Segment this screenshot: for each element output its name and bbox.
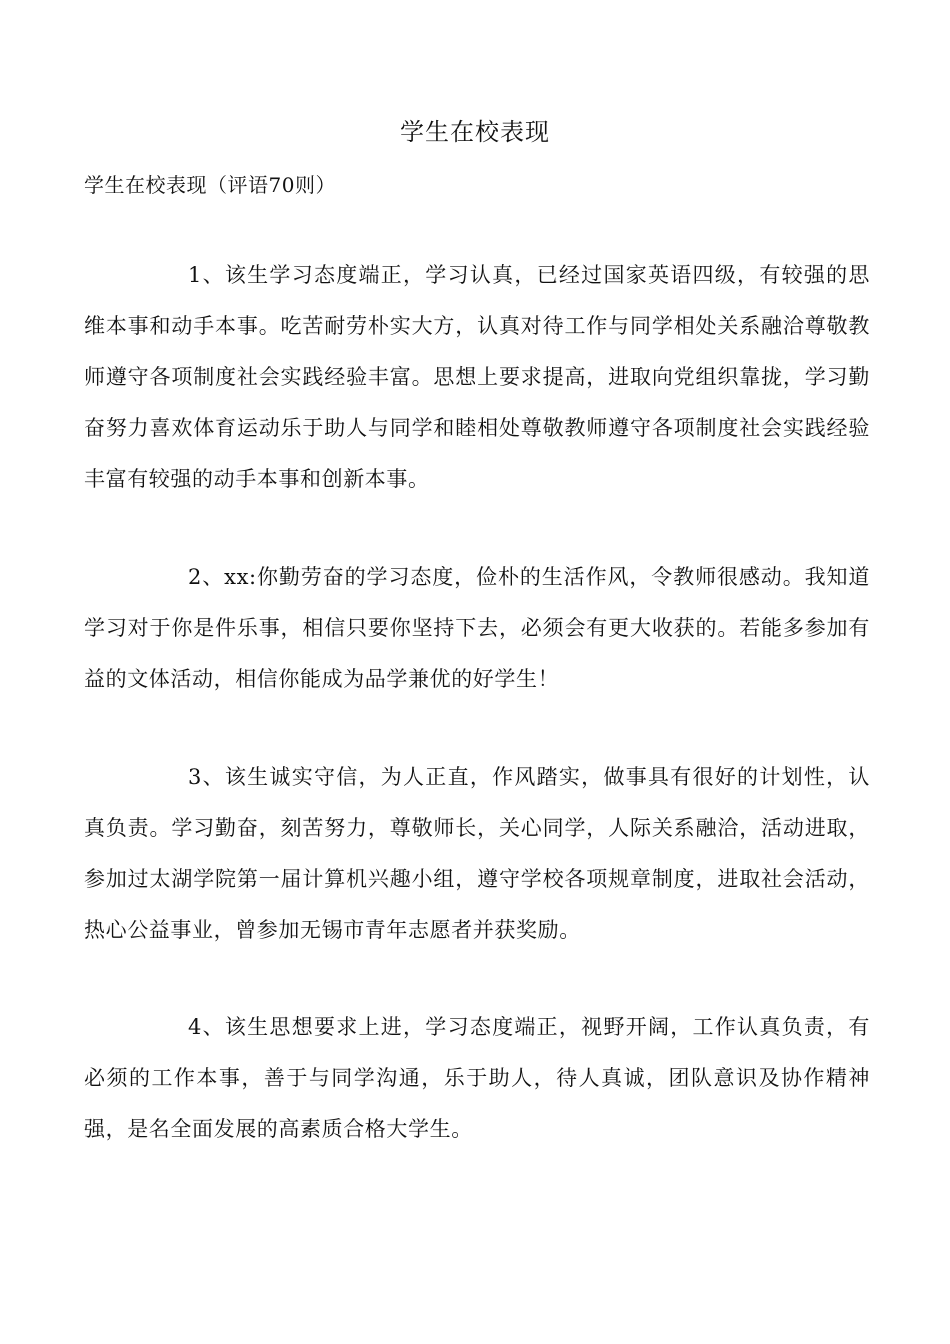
document-title: 学生在校表现	[400, 118, 550, 146]
paragraph-2: 2、xx:你勤劳奋的学习态度，俭朴的生活作风，令教师很感动。我知道学习对于你是件乐事，相信只要你坚持下去，必须会有更大收获的。若能多参加有益的文体活动，相信你能成为品学兼优的好学生！	[84, 565, 870, 691]
paragraph-3: 3、该生诚实守信，为人正直，作风踏实，做事具有很好的计划性，认真负责。学习勤奋，刻苦努力，尊敬师长，关心同学，人际关系融洽，活动进取，参加过太湖学院第一届计算机兴趣小组，遵守学校各项规章制度，进取社会活动，热心公益事业，曾参加无锡市青年志愿者并获奖励。	[84, 765, 870, 942]
paragraph-1: 1、该生学习态度端正，学习认真，已经过国家英语四级，有较强的思维本事和动手本事。吃苦耐劳朴实大方，认真对待工作与同学相处关系融洽尊敬教师遵守各项制度社会实践经验丰富。思想上要求提高，进取向党组织靠拢，学习勤奋努力喜欢体育运动乐于助人与同学和睦相处尊敬教师遵守各项制度社会实践经验丰富有较强的动手本事和创新本事。	[84, 263, 870, 491]
paragraph-4: 4、该生思想要求上进，学习态度端正，视野开阔，工作认真负责，有必须的工作本事，善于与同学沟通，乐于助人，待人真诚，团队意识及协作精神强，是名全面发展的高素质合格大学生。	[84, 1015, 870, 1141]
document-subtitle: 学生在校表现（评语70则）	[84, 173, 336, 197]
